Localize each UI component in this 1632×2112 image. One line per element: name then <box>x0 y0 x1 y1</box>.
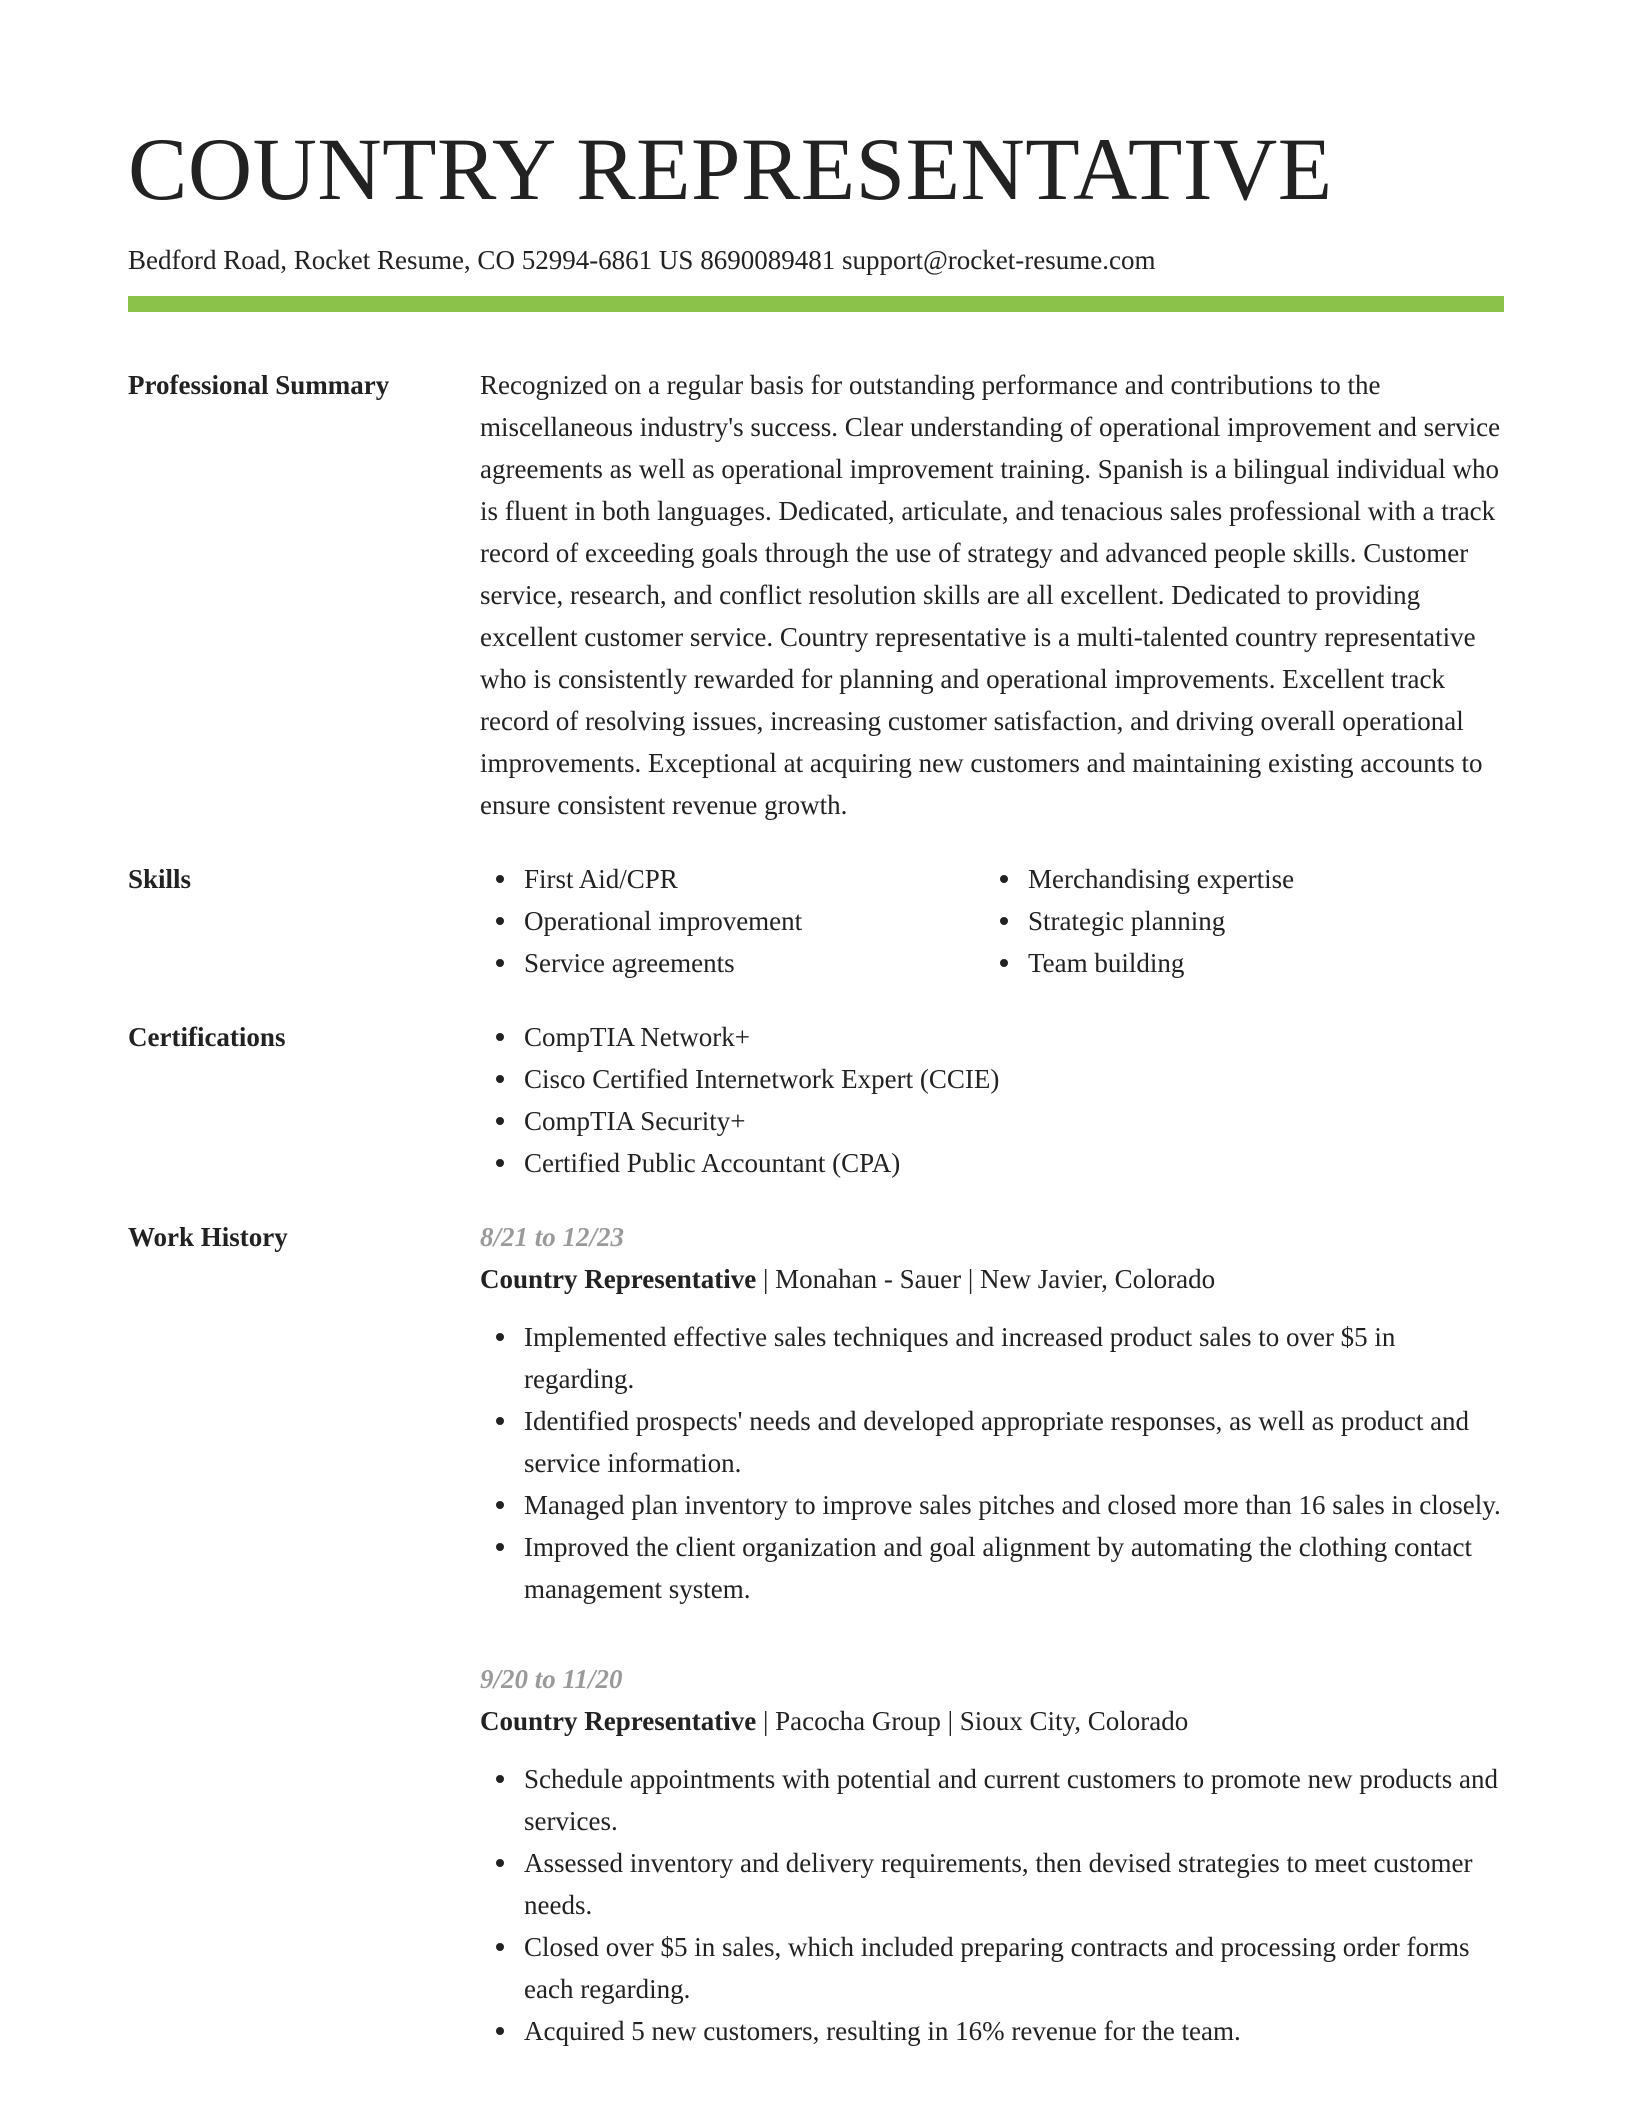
job-heading <box>480 1258 1504 1300</box>
certification-item: CompTIA Security+ <box>480 1100 1504 1142</box>
summary-text: Recognized on a regular basis for outstanding performance and contributions to the miscellaneous industry's success. Clear understanding of operational improvement and service agreements as well as operational improvement training. Spanish is a bilingual individual who is fluent in both languages. Dedicated, articulate, and tenacious sales professional with a track record of exceeding goals through the use of strategy and advanced people skills. Customer service, research, and conflict resolution skills are all excellent. Dedicated to providing excellent customer service. Country representative is a multi-talented country representative who is consistently rewarded for planning and operational improvements. Excellent track record of resolving issues, increasing customer satisfaction, and driving overall operational improvements. Exceptional at acquiring new customers and maintaining existing accounts to ensure consistent revenue growth. <box>480 370 1501 820</box>
skills-list-right <box>984 858 1488 984</box>
job-entry <box>480 1216 1504 1610</box>
job-bullet: Improved the client organization and goal alignment by automating the clothing contact management system. <box>480 1526 1504 1610</box>
job-bullet: Acquired 5 new customers, resulting in 16% revenue for the team. <box>480 2010 1504 2052</box>
job-bullets <box>480 1758 1504 2052</box>
work-history-section <box>128 1216 1504 2100</box>
job-title: Country Representative <box>480 1264 757 1294</box>
section-title: Skills <box>128 864 192 894</box>
certification-item: Cisco Certified Internetwork Expert (CCIE) <box>480 1058 1504 1100</box>
header-divider <box>128 296 1504 312</box>
skills-section <box>128 858 1504 984</box>
skill-item: Service agreements <box>480 942 984 984</box>
skills-body <box>480 858 1504 984</box>
job-dates: 9/20 to 11/20 <box>480 1664 623 1694</box>
work-history-body <box>480 1216 1504 2100</box>
certifications-body <box>480 1016 1504 1184</box>
skill-item: Strategic planning <box>984 900 1488 942</box>
job-bullet: Closed over $5 in sales, which included preparing contracts and processing order forms each regarding. <box>480 1926 1504 2010</box>
job-title: Country Representative <box>480 1706 757 1736</box>
job-bullet: Implemented effective sales techniques and increased product sales to over $5 in regarding. <box>480 1316 1504 1400</box>
certifications-section <box>128 1016 1504 1184</box>
job-details: | Pacocha Group | Sioux City, Colorado <box>756 1706 1189 1736</box>
job-entry <box>480 1658 1504 2052</box>
skills-grid <box>480 858 1504 984</box>
resume-page <box>128 118 1504 2100</box>
contact-line: Bedford Road, Rocket Resume, CO 52994-6861 US 8690089481 support@rocket-resume.com <box>128 245 1156 275</box>
job-details: | Monahan - Sauer | New Javier, Colorado <box>756 1264 1216 1294</box>
summary-body <box>480 364 1504 826</box>
certifications-list <box>480 1016 1504 1184</box>
job-bullets <box>480 1316 1504 1610</box>
job-bullet: Managed plan inventory to improve sales pitches and closed more than 16 sales in closely. <box>480 1484 1504 1526</box>
skill-item: Team building <box>984 942 1488 984</box>
skill-item: Merchandising expertise <box>984 858 1488 900</box>
job-dates: 8/21 to 12/23 <box>480 1222 625 1252</box>
skills-list-left <box>480 858 984 984</box>
resume-title: COUNTRY REPRESENTATIVE <box>128 121 1333 219</box>
summary-section <box>128 364 1504 826</box>
section-title: Professional Summary <box>128 370 390 400</box>
section-title: Certifications <box>128 1022 286 1052</box>
section-title: Work History <box>128 1222 288 1252</box>
skill-item: Operational improvement <box>480 900 984 942</box>
skill-item: First Aid/CPR <box>480 858 984 900</box>
job-bullet: Schedule appointments with potential and current customers to promote new products and services. <box>480 1758 1504 1842</box>
job-bullet: Identified prospects' needs and developed appropriate responses, as well as product and service information. <box>480 1400 1504 1484</box>
job-heading <box>480 1700 1504 1742</box>
certification-item: Certified Public Accountant (CPA) <box>480 1142 1504 1184</box>
job-bullet: Assessed inventory and delivery requirements, then devised strategies to meet customer needs. <box>480 1842 1504 1926</box>
certification-item: CompTIA Network+ <box>480 1016 1504 1058</box>
